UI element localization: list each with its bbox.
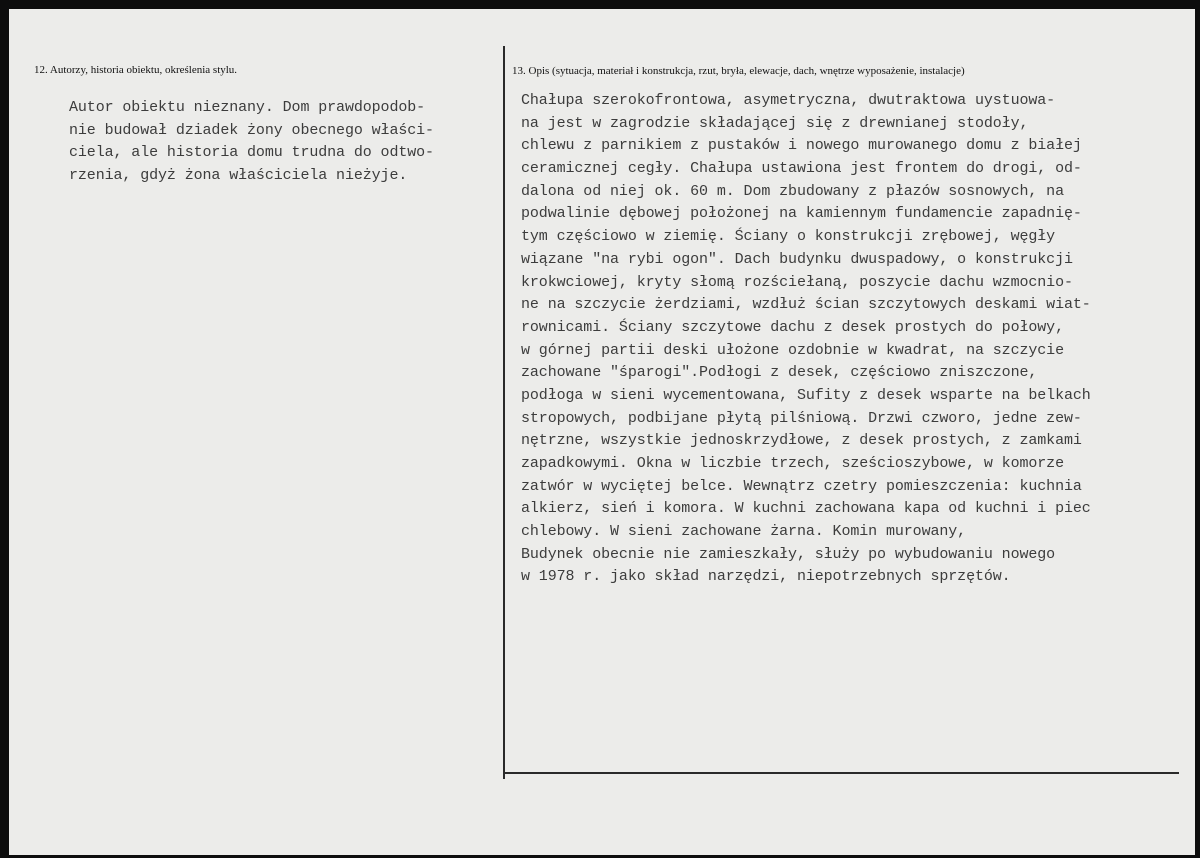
text-line: zapadkowymi. Okna w liczbie trzech, sześcioszybowe, w komorze	[521, 455, 1064, 472]
description-text	[521, 90, 1091, 589]
document-sheet	[9, 9, 1195, 855]
text-line: wiązane "na rybi ogon". Dach budynku dwuspadowy, o konstrukcji	[521, 250, 1073, 268]
text-line: podłoga w sieni wycementowana, Sufity z desek wsparte na belkach	[521, 386, 1091, 404]
section-13-heading: 13. Opis (sytuacja, materiał i konstrukcja, rzut, bryła, elewacje, dach, wnętrze wyposażenie, instalacje)	[512, 65, 965, 77]
text-line: w 1978 r. jako skład narzędzi, niepotrzebnych sprzętów.	[521, 568, 1011, 586]
column-divider	[503, 46, 505, 779]
text-line: rzenia, gdyż żona właściciela nieżyje.	[69, 167, 408, 185]
text-line: chlebowy. W sieni zachowane żarna. Komin murowany,	[521, 523, 967, 541]
text-line: stropowych, podbijane płytą pilśniową. Drzwi czworo, jedne zew-	[521, 409, 1082, 427]
text-line: Chałupa szerokofrontowa, asymetryczna, dwutraktowa uystuowa-	[521, 92, 1056, 109]
text-line: tym częściowo w ziemię. Ściany o konstrukcji zrębowej, węgły	[521, 228, 1056, 246]
text-line: chlewu z parnikiem z pustaków i nowego murowanego domu z białej	[521, 137, 1082, 155]
text-line: nętrzne, wszystkie jednoskrzydłowe, z desek prostych, z zamkami	[521, 432, 1082, 450]
text-line: rownicami. Ściany szczytowe dachu z desek prostych do połowy,	[521, 318, 1064, 336]
text-line: w górnej partii deski ułożone ozdobnie w kwadrat, na szczycie	[521, 341, 1064, 359]
text-line: ciela, ale historia domu trudna do odtwo-	[69, 144, 434, 162]
section-12-heading: 12. Autorzy, historia obiektu, określenia stylu.	[34, 64, 238, 76]
text-line: zatwór w wyciętej belce. Wewnątrz czetry pomieszczenia: kuchnia	[521, 477, 1082, 495]
bottom-rule	[503, 772, 1179, 774]
text-line: krokwciowej, kryty słomą rozściełaną, poszycie dachu wzmocnio-	[521, 273, 1073, 291]
text-line: zachowane "śparogi".Podłogi z desek, częściowo zniszczone,	[521, 364, 1038, 382]
text-line: ne na szczycie żerdziami, wzdłuż ścian szczytowych deskami wiat-	[521, 296, 1091, 314]
text-line: na jest w zagrodzie składającej się z drewnianej stodoły,	[521, 114, 1029, 132]
authors-history-text	[69, 97, 434, 188]
text-line: dalona od niej ok. 60 m. Dom zbudowany z płazów sosnowych, na	[521, 182, 1064, 200]
text-line: alkierz, sień i komora. W kuchni zachowana kapa od kuchni i piec	[521, 500, 1091, 518]
text-line: Autor obiektu nieznany. Dom prawdopodob-	[69, 99, 426, 116]
text-line: ceramicznej cegły. Chałupa ustawiona jest frontem do drogi, od-	[521, 160, 1082, 178]
text-line: podwalinie dębowej położonej na kamiennym fundamencie zapadnię-	[521, 205, 1082, 223]
text-line: Budynek obecnie nie zamieszkały, służy po wybudowaniu nowego	[521, 545, 1056, 563]
text-line: nie budował dziadek żony obecnego właści-	[69, 121, 434, 139]
